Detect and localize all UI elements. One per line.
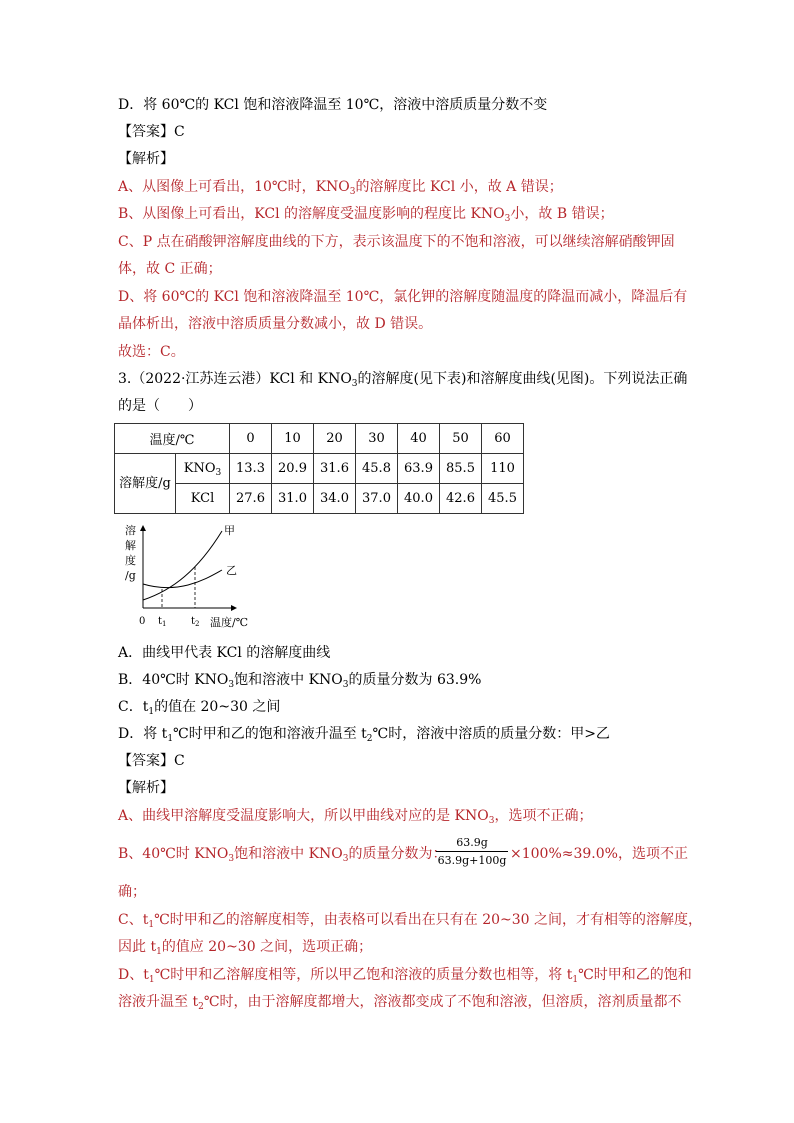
x-axis-label: 温度/℃ xyxy=(210,616,249,629)
analysis-a: A、从图像上可看出，10℃时，$KNO_3$的溶解度比 KCl 小，故 A 错误； xyxy=(118,179,563,197)
q3-analysis-c-line2: 因此 $t_1$的值应 20~30 之间，选项正确； xyxy=(118,939,373,957)
q3-analysis-d-line1: D、$t_1℃$时甲和乙溶解度相等，所以甲乙饱和溶液的质量分数也相等，将 $t_1℃$时甲和乙的饱和 xyxy=(118,967,692,985)
q3-option-d: D．将 $t_1℃$时甲和乙的饱和溶液升温至 $t_2℃$时，溶液中溶质的质量分数：甲>乙 xyxy=(118,726,610,744)
table-row xyxy=(115,454,524,484)
temp-cell: 60 xyxy=(482,424,524,454)
analysis-d-line1: D、将 60℃的 KCl 饱和溶液降温至 10℃，氯化钾的溶解度随温度的降温而减小，降温后有 xyxy=(118,289,688,305)
kcl-cell: 40.0 xyxy=(398,484,440,514)
y-label-char: 溶 xyxy=(125,524,136,537)
kno3-cell: 20.9 xyxy=(272,454,314,484)
analysis-d-line2: 晶体析出，溶液中溶质质量分数减小，故 D 错误。 xyxy=(118,316,433,332)
temp-cell: 0 xyxy=(230,424,272,454)
kcl-cell: 42.6 xyxy=(440,484,482,514)
temp-cell: 40 xyxy=(398,424,440,454)
t1-label: $t_1$ xyxy=(158,616,167,628)
solubility-row-header: 溶解度/g xyxy=(115,454,176,514)
kno3-label: $KNO_3$ xyxy=(176,454,230,484)
kno3-cell: 63.9 xyxy=(398,454,440,484)
analysis-c-line1: C、P 点在硝酸钾溶解度曲线的下方，表示该温度下的不饱和溶液，可以继续溶解硝酸钾固 xyxy=(118,234,675,250)
q3-analysis-heading: 【解析】 xyxy=(118,780,174,796)
q3-analysis-d-line2: 溶液升温至 $t_2℃$时，由于溶解度都增大，溶液都变成了不饱和溶液，但溶质，溶剂质量都不 xyxy=(118,994,682,1012)
q3-analysis-c-line1: C、$t_1℃$时甲和乙的溶解度相等，由表格可以看出在只有在 20~30 之间，才有相等的溶解度， xyxy=(118,912,702,930)
temp-header: 温度/℃ xyxy=(115,424,230,454)
y-label-char: 解 xyxy=(125,539,136,552)
conclusion-text: 故选：C。 xyxy=(118,344,185,360)
origin-label: 0 xyxy=(139,616,146,627)
y-label-char: /g xyxy=(125,569,136,582)
fraction-denominator: 63.9g+100g xyxy=(437,854,507,867)
curve-yi-label: 乙 xyxy=(226,564,237,577)
analysis-heading: 【解析】 xyxy=(118,151,174,167)
t2-label: $t_2$ xyxy=(191,616,200,628)
kcl-cell: 27.6 xyxy=(230,484,272,514)
option-d-text: D．将 60℃的 KCl 饱和溶液降温至 10℃，溶液中溶质质量分数不变 xyxy=(118,97,548,113)
answer-label: 【答案】C xyxy=(118,124,185,140)
kcl-cell: 45.5 xyxy=(482,484,524,514)
q3-stem-line1: 3.（2022·江苏连云港）KCl 和 $KNO_3$的溶解度(见下表)和溶解度曲线(见图)。下列说法正确 xyxy=(118,371,688,389)
kcl-cell: 31.0 xyxy=(272,484,314,514)
kno3-cell: 31.6 xyxy=(314,454,356,484)
q3-analysis-b-tail: ×100%≈39.0%，选项不正 xyxy=(510,846,688,862)
analysis-b: B、从图像上可看出，KCl 的溶解度受温度影响的程度比 $KNO_3$小，故 B 错误； xyxy=(118,206,614,224)
q3-analysis-b: B、40℃时 $KNO_3$饱和溶液中 $KNO_3$的质量分数为： xyxy=(118,846,447,864)
q3-option-a: A．曲线甲代表 KCl 的溶解度曲线 xyxy=(118,645,331,661)
table-row xyxy=(115,484,524,514)
q3-stem-line2: 的是（ ） xyxy=(118,398,202,414)
solubility-table xyxy=(114,423,524,514)
q3-option-c: C．$t_1$的值在 20~30 之间 xyxy=(118,699,281,717)
fraction-numerator: 63.9g xyxy=(436,836,508,852)
table-row xyxy=(115,424,524,454)
temp-cell: 50 xyxy=(440,424,482,454)
kno3-cell: 45.8 xyxy=(356,454,398,484)
q3-analysis-a: A、曲线甲溶解度受温度影响大，所以甲曲线对应的是 $KNO_3$，选项不正确； xyxy=(118,808,593,826)
q3-analysis-b-line2: 确； xyxy=(118,884,146,900)
solubility-chart xyxy=(118,518,278,630)
analysis-c-line2: 体，故 C 正确； xyxy=(118,261,222,277)
q3-option-b: B．40℃时 $KNO_3$饱和溶液中 $KNO_3$的质量分数为 63.9% xyxy=(118,672,482,690)
q3-answer-label: 【答案】C xyxy=(118,753,185,769)
temp-cell: 20 xyxy=(314,424,356,454)
mass-fraction-formula xyxy=(436,836,508,867)
kno3-cell: 13.3 xyxy=(230,454,272,484)
curve-jia-label: 甲 xyxy=(224,524,235,537)
temp-cell: 30 xyxy=(356,424,398,454)
kcl-cell: 37.0 xyxy=(356,484,398,514)
kno3-cell: 85.5 xyxy=(440,454,482,484)
y-label-char: 度 xyxy=(125,554,136,567)
curve-jia xyxy=(143,531,222,600)
temp-cell: 10 xyxy=(272,424,314,454)
kno3-cell: 110 xyxy=(482,454,524,484)
kcl-cell: 34.0 xyxy=(314,484,356,514)
kcl-label: KCl xyxy=(176,484,230,514)
